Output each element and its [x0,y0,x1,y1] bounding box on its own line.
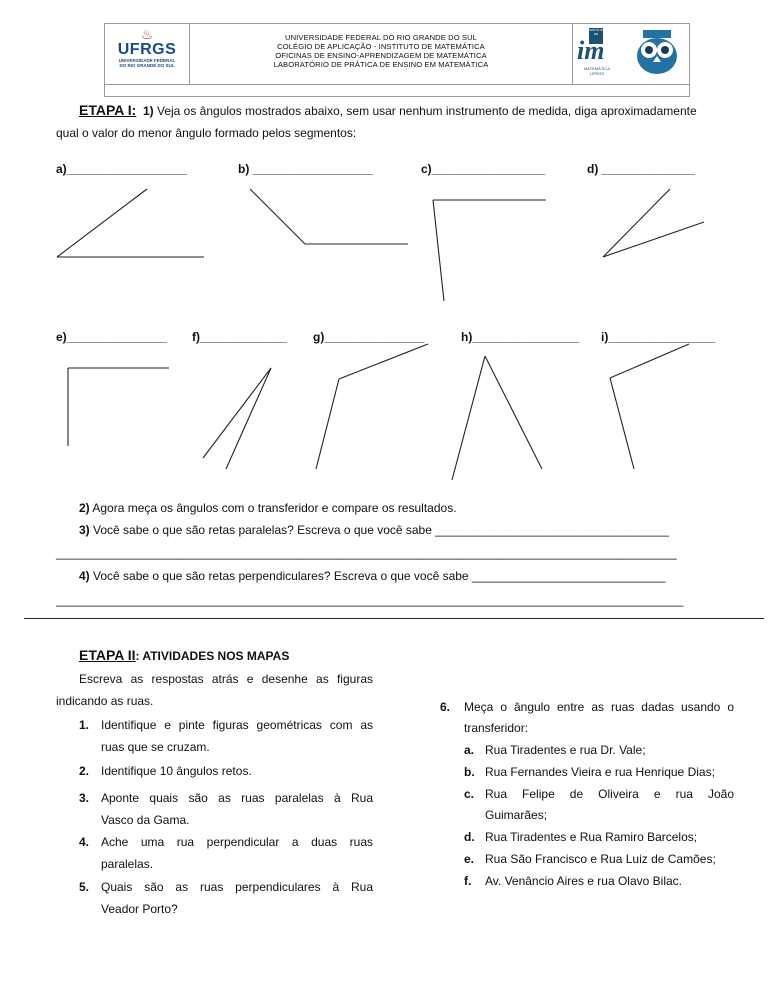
etapa2-item-2 [79,761,373,781]
angle-c-label: c)_________________ [421,162,546,176]
ufrgs-logo-sub1: UNIVERSIDADE FEDERAL [118,58,176,63]
im-logo-tag: INSTITUTO DE [589,28,603,44]
sub-text-b: Guimarães; [485,808,548,822]
angle-e-label: e)_______________ [56,330,167,344]
im-logo: im [577,36,605,65]
q2-number: 2) [79,501,90,515]
item6-sub-c [464,784,734,825]
item-number: 6. [440,700,451,714]
item-text-a: Identifique 10 ângulos retos. [101,764,252,778]
angle-h [452,356,542,480]
im-logo-sub: MATEMÁTICA UFRGS [584,66,610,76]
ufrgs-logo-word: UFRGS [117,41,177,58]
etapa2-subtitle: : ATIVIDADES NOS MAPAS [135,649,290,663]
item6-sub-b [464,762,734,782]
item-text-b: paralelas. [101,857,154,871]
angle-g [316,344,428,469]
header-line-1: UNIVERSIDADE FEDERAL DO RIO GRANDE DO SUL [284,33,477,42]
q2-text: Agora meça os ângulos com o transferidor e compare os resultados. [92,501,457,515]
q4-answer-line[interactable]: ______________________________________________________________________________________________ [56,593,684,607]
section-divider [24,618,764,619]
etapa2-item-5 [79,877,373,919]
q3-text[interactable]: Você sabe o que são retas paralelas? Escreva o que você sabe ___________________________________ [93,523,669,537]
item-number: 4. [79,835,90,849]
angle-f [203,368,271,469]
etapa2-item-6 [440,697,734,738]
item-text-b: Veador Porto? [101,902,178,916]
sub-text: Rua Tiradentes e Rua Ramiro Barcelos; [485,830,698,844]
item6-sub-d [464,827,734,847]
etapa2-item-1 [79,715,373,757]
item-number: 5. [79,880,90,894]
sub-text: Rua Felipe de Oliveira e rua João [485,787,734,801]
sub-text: Rua Fernandes Vieira e rua Henrique Dias; [485,765,715,779]
angle-i-label: i)________________ [601,330,716,344]
sub-letter: d. [464,830,475,844]
sub-letter: a. [464,743,475,757]
etapa2-item-4 [79,832,373,874]
angle-g-label: g)_______________ [313,330,425,344]
sub-letter: f. [464,874,472,888]
angle-a-label: a)__________________ [56,162,187,176]
item-text-b: Vasco da Gama. [101,813,190,827]
item-text-a: Aponte quais são as ruas paralelas à Rua [101,791,373,805]
q2-line [79,498,457,518]
q3-number: 3) [79,523,90,537]
angle-e [68,368,169,446]
q3-answer-line[interactable]: _____________________________________________________________________________________________ [56,546,677,560]
q4-line [79,566,665,586]
angle-h-label: h)________________ [461,330,580,344]
q3-line [79,520,669,540]
item-number: 3. [79,791,90,805]
flame-icon: ♨ [140,26,154,42]
item6-sub-e [464,849,734,869]
item-text-a: Identifique e pinte figuras geométricas com as [101,718,373,732]
angle-f-label: f)_____________ [192,330,287,344]
header-line-2: COLÉGIO DE APLICAÇÃO - INSTITUTO DE MATEMÁTICA [277,42,485,51]
angle-b [250,189,408,244]
etapa1-title: ETAPA I: [79,102,137,118]
q4-number: 4) [79,569,90,583]
item-number: 2. [79,764,90,778]
etapa2-intro-b: indicando as ruas. [56,694,154,708]
item-text-b: ruas que se cruzam. [101,740,210,754]
item-text-a: Quais são as ruas perpendiculares à Rua [101,880,373,894]
item6-sub-f [464,871,734,891]
ufrgs-logo-sub2: DO RIO GRANDE DO SUL [119,63,175,68]
angle-i [610,344,689,469]
sub-text: Rua Tiradentes e rua Dr. Vale; [485,743,646,757]
item6-sub-a [464,740,734,760]
angle-c [433,200,546,301]
item6-text-b: transferidor: [464,721,529,735]
sub-letter: e. [464,852,475,866]
q1-text-b: qual o valor do menor ângulo formado pelos segmentos: [56,126,357,140]
angle-d [603,189,704,257]
sub-letter: c. [464,787,475,801]
etapa2-title: ETAPA II [79,647,136,663]
header-line-4: LABORATÓRIO DE PRÁTICA DE ENSINO EM MATEMÁTICA [273,60,489,69]
sub-text: Rua São Francisco e Rua Luiz de Camões; [485,852,716,866]
q1-number: 1) [142,104,154,118]
sub-text: Av. Venâncio Aires e rua Olavo Bilac. [485,874,682,888]
etapa2-heading [79,645,289,666]
header-line-3: OFICINAS DE ENSINO-APRENDIZAGEM DE MATEMÁTICA [275,51,487,60]
etapa2-item-3 [79,788,373,830]
q1-text-a: Veja os ângulos mostrados abaixo, sem usar nenhum instrumento de medida, diga aproximadamente [156,104,697,118]
sub-letter: b. [464,765,475,779]
angle-d-label: d) ______________ [587,162,696,176]
etapa2-intro-a: Escreva as respostas atrás e desenhe as figuras [79,672,373,686]
q4-text[interactable]: Você sabe o que são retas perpendiculares? Escreva o que você sabe _____________________________ [93,569,666,583]
angle-a [57,189,204,257]
item-text-a: Ache uma rua perpendicular a duas ruas [101,835,373,849]
angle-b-label: b) __________________ [238,162,373,176]
item6-text-a: Meça o ângulo entre as ruas dadas usando o [464,700,734,714]
item-number: 1. [79,718,90,732]
